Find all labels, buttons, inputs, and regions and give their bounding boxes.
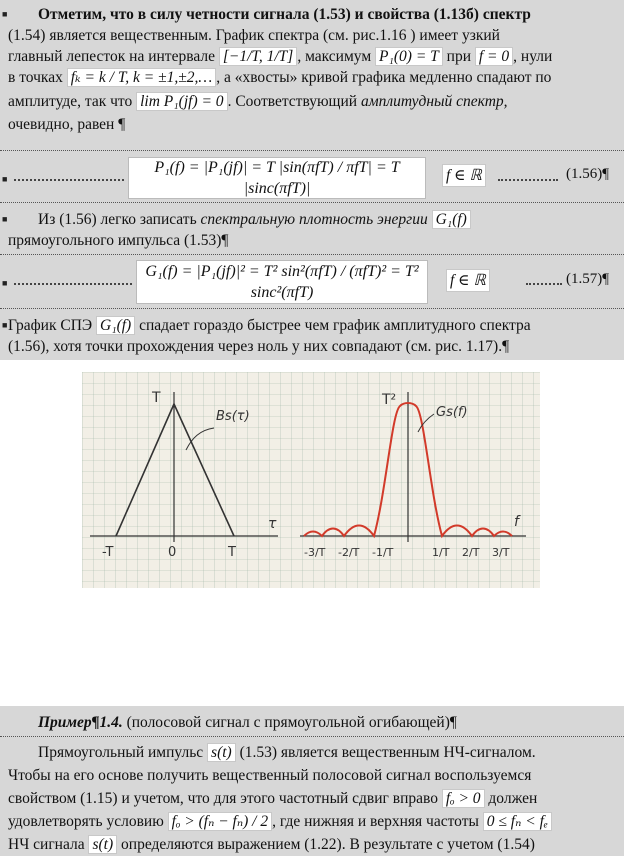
example-line1-a: Прямоугольный импульс <box>38 744 208 761</box>
para1-line5-c: амплитудный спектр, <box>360 93 508 110</box>
bullet-mark: ■ <box>2 9 8 19</box>
formula-1-56 <box>128 157 426 199</box>
example-heading <box>8 712 618 733</box>
left-tick-T: T <box>228 545 236 560</box>
para3-line2: (1.56), хотя точки прохождения через ноль у них совпадают (см. рис. 1.17).¶ <box>8 338 510 355</box>
left-peak-label: T <box>152 390 161 406</box>
figure-1-17 <box>82 372 540 588</box>
example-line2: Чтобы на его основе получить вещественный полосовой сигнал воспользуемся <box>8 767 532 784</box>
formula-frequency-range: 0 ≤ fₙ < fₑ <box>483 812 552 831</box>
leader-dots <box>498 179 558 181</box>
formula-s-t: s(t) <box>88 835 117 854</box>
formula-1-56-text: P₁(f) = |P₁(jf)| = T |sin(πfT) / πfT| = T |sinc(πfT)| <box>154 159 400 197</box>
equation-number: (1.57)¶ <box>566 271 610 287</box>
para3-line1-b: спадает гораздо быстрее чем график амплитудного спектра <box>135 317 531 334</box>
right-tick-pos1: 1/T <box>432 546 450 559</box>
para1-line5-b: . Соответствующий <box>227 93 361 110</box>
example-line5-b: определяются выражением (1.22). В результате с учетом (1.54) <box>117 836 535 853</box>
para2-line1-a: Из (1.56) легко записать <box>38 211 201 228</box>
formula-interval: [−1/T, 1/T] <box>219 47 297 66</box>
para1-line3-b: , максимум <box>297 48 376 65</box>
example-line3-b: должен <box>484 790 538 807</box>
right-tick-neg1: -1/T <box>372 546 394 559</box>
para3-line1-a: График СПЭ <box>8 317 96 334</box>
formula-max: P₁(0) = T <box>375 47 443 66</box>
right-tick-neg2: -2/T <box>338 546 360 559</box>
bullet-mark: ■ <box>2 278 8 288</box>
para2-line1-b: спектральную плотность энергии <box>200 211 428 228</box>
formula-limit: lim P₁(jf) = 0 <box>136 92 227 111</box>
para1-line3-c: при <box>442 48 475 65</box>
right-axis-label: f <box>514 514 519 530</box>
formula-f0: f = 0 <box>475 47 513 66</box>
example-line4-b: , где нижняя и верхняя частоты <box>272 813 483 830</box>
example-line1-b: (1.53) является вещественным НЧ-сигналом. <box>235 744 536 761</box>
paragraph-2-text <box>8 209 618 251</box>
formula-1-57-text: G₁(f) = |P₁(jf)|² = T² sin²(πfT) / (πfT)² = T² sinc²(πfT) <box>145 263 419 301</box>
leader-dots <box>526 283 562 285</box>
bullet-mark: ■ <box>2 320 8 330</box>
paragraph-3-text <box>8 315 618 357</box>
example-paragraph <box>0 736 624 856</box>
leader-dots <box>14 283 132 285</box>
para1-line3-a: главный лепесток на интервале <box>8 48 219 65</box>
example-title-b: ¶1.4. <box>91 714 123 731</box>
paragraph-3 <box>0 308 624 360</box>
formula-G: G₁(f) <box>96 316 135 335</box>
formula-1-57 <box>136 260 428 304</box>
paragraph-2 <box>0 202 624 254</box>
formula-f0-positive: fₒ > 0 <box>442 789 485 808</box>
formula-domain: f ∈ ℝ <box>446 269 490 292</box>
right-tick-neg3: -3/T <box>304 546 326 559</box>
para1-line5-a: амплитуде, так что <box>8 93 137 110</box>
bullet-mark: ■ <box>2 214 8 224</box>
left-curve-label: Bs(τ) <box>216 409 250 424</box>
formula-condition: fₒ > (fₙ − fₙ) / 2 <box>168 812 272 831</box>
para1-line3-d: , нули <box>513 48 553 65</box>
example-heading-row <box>0 706 624 736</box>
formula-G: G₁(f) <box>432 210 471 229</box>
example-title-c: (полосовой сигнал с прямоугольной огибающей)¶ <box>122 714 457 731</box>
equation-number: (1.56)¶ <box>566 166 610 182</box>
left-tick-zero: 0 <box>168 545 177 560</box>
paragraph-1-text <box>8 4 618 135</box>
para1-line4-b: , а «хвосты» кривой графика медленно спадают по <box>216 69 552 86</box>
example-paragraph-text <box>8 741 618 856</box>
equation-1-56 <box>0 150 624 202</box>
leader-dots <box>14 179 124 181</box>
formula-s-t: s(t) <box>207 743 236 762</box>
right-curve-label: Gs(f) <box>436 405 468 420</box>
left-axis-label: τ <box>268 516 277 532</box>
example-title-a: Пример <box>38 714 92 731</box>
para1-line6: очевидно, равен ¶ <box>8 116 126 133</box>
figure-svg <box>82 372 540 588</box>
example-line4-a: удовлетворять условию <box>8 813 168 830</box>
bullet-mark: ■ <box>2 174 8 184</box>
right-tick-pos3: 3/T <box>492 546 510 559</box>
para1-line4-a: в точках <box>8 69 67 86</box>
formula-domain: f ∈ ℝ <box>442 164 486 187</box>
example-line3-a: свойством (1.15) и учетом, что для этого частотный сдвиг вправо <box>8 790 442 807</box>
right-peak-label: T² <box>382 392 397 408</box>
para1-line2: (1.54) является вещественным. График спектра (см. рис.1.16 ) имеет узкий <box>8 27 500 44</box>
para1-line1: Отметим, что в силу четности сигнала (1.53) и свойства (1.13б) спектр <box>38 6 531 23</box>
equation-1-57 <box>0 254 624 308</box>
formula-zeros: fₖ = k / T, k = ±1,±2,… <box>67 68 216 87</box>
left-tick-neg-T: -T <box>102 545 114 560</box>
paragraph-1 <box>0 0 624 150</box>
para2-line2: прямоугольного импульса (1.53)¶ <box>8 232 229 249</box>
example-line5-a: НЧ сигнала <box>8 836 89 853</box>
right-tick-pos2: 2/T <box>462 546 480 559</box>
